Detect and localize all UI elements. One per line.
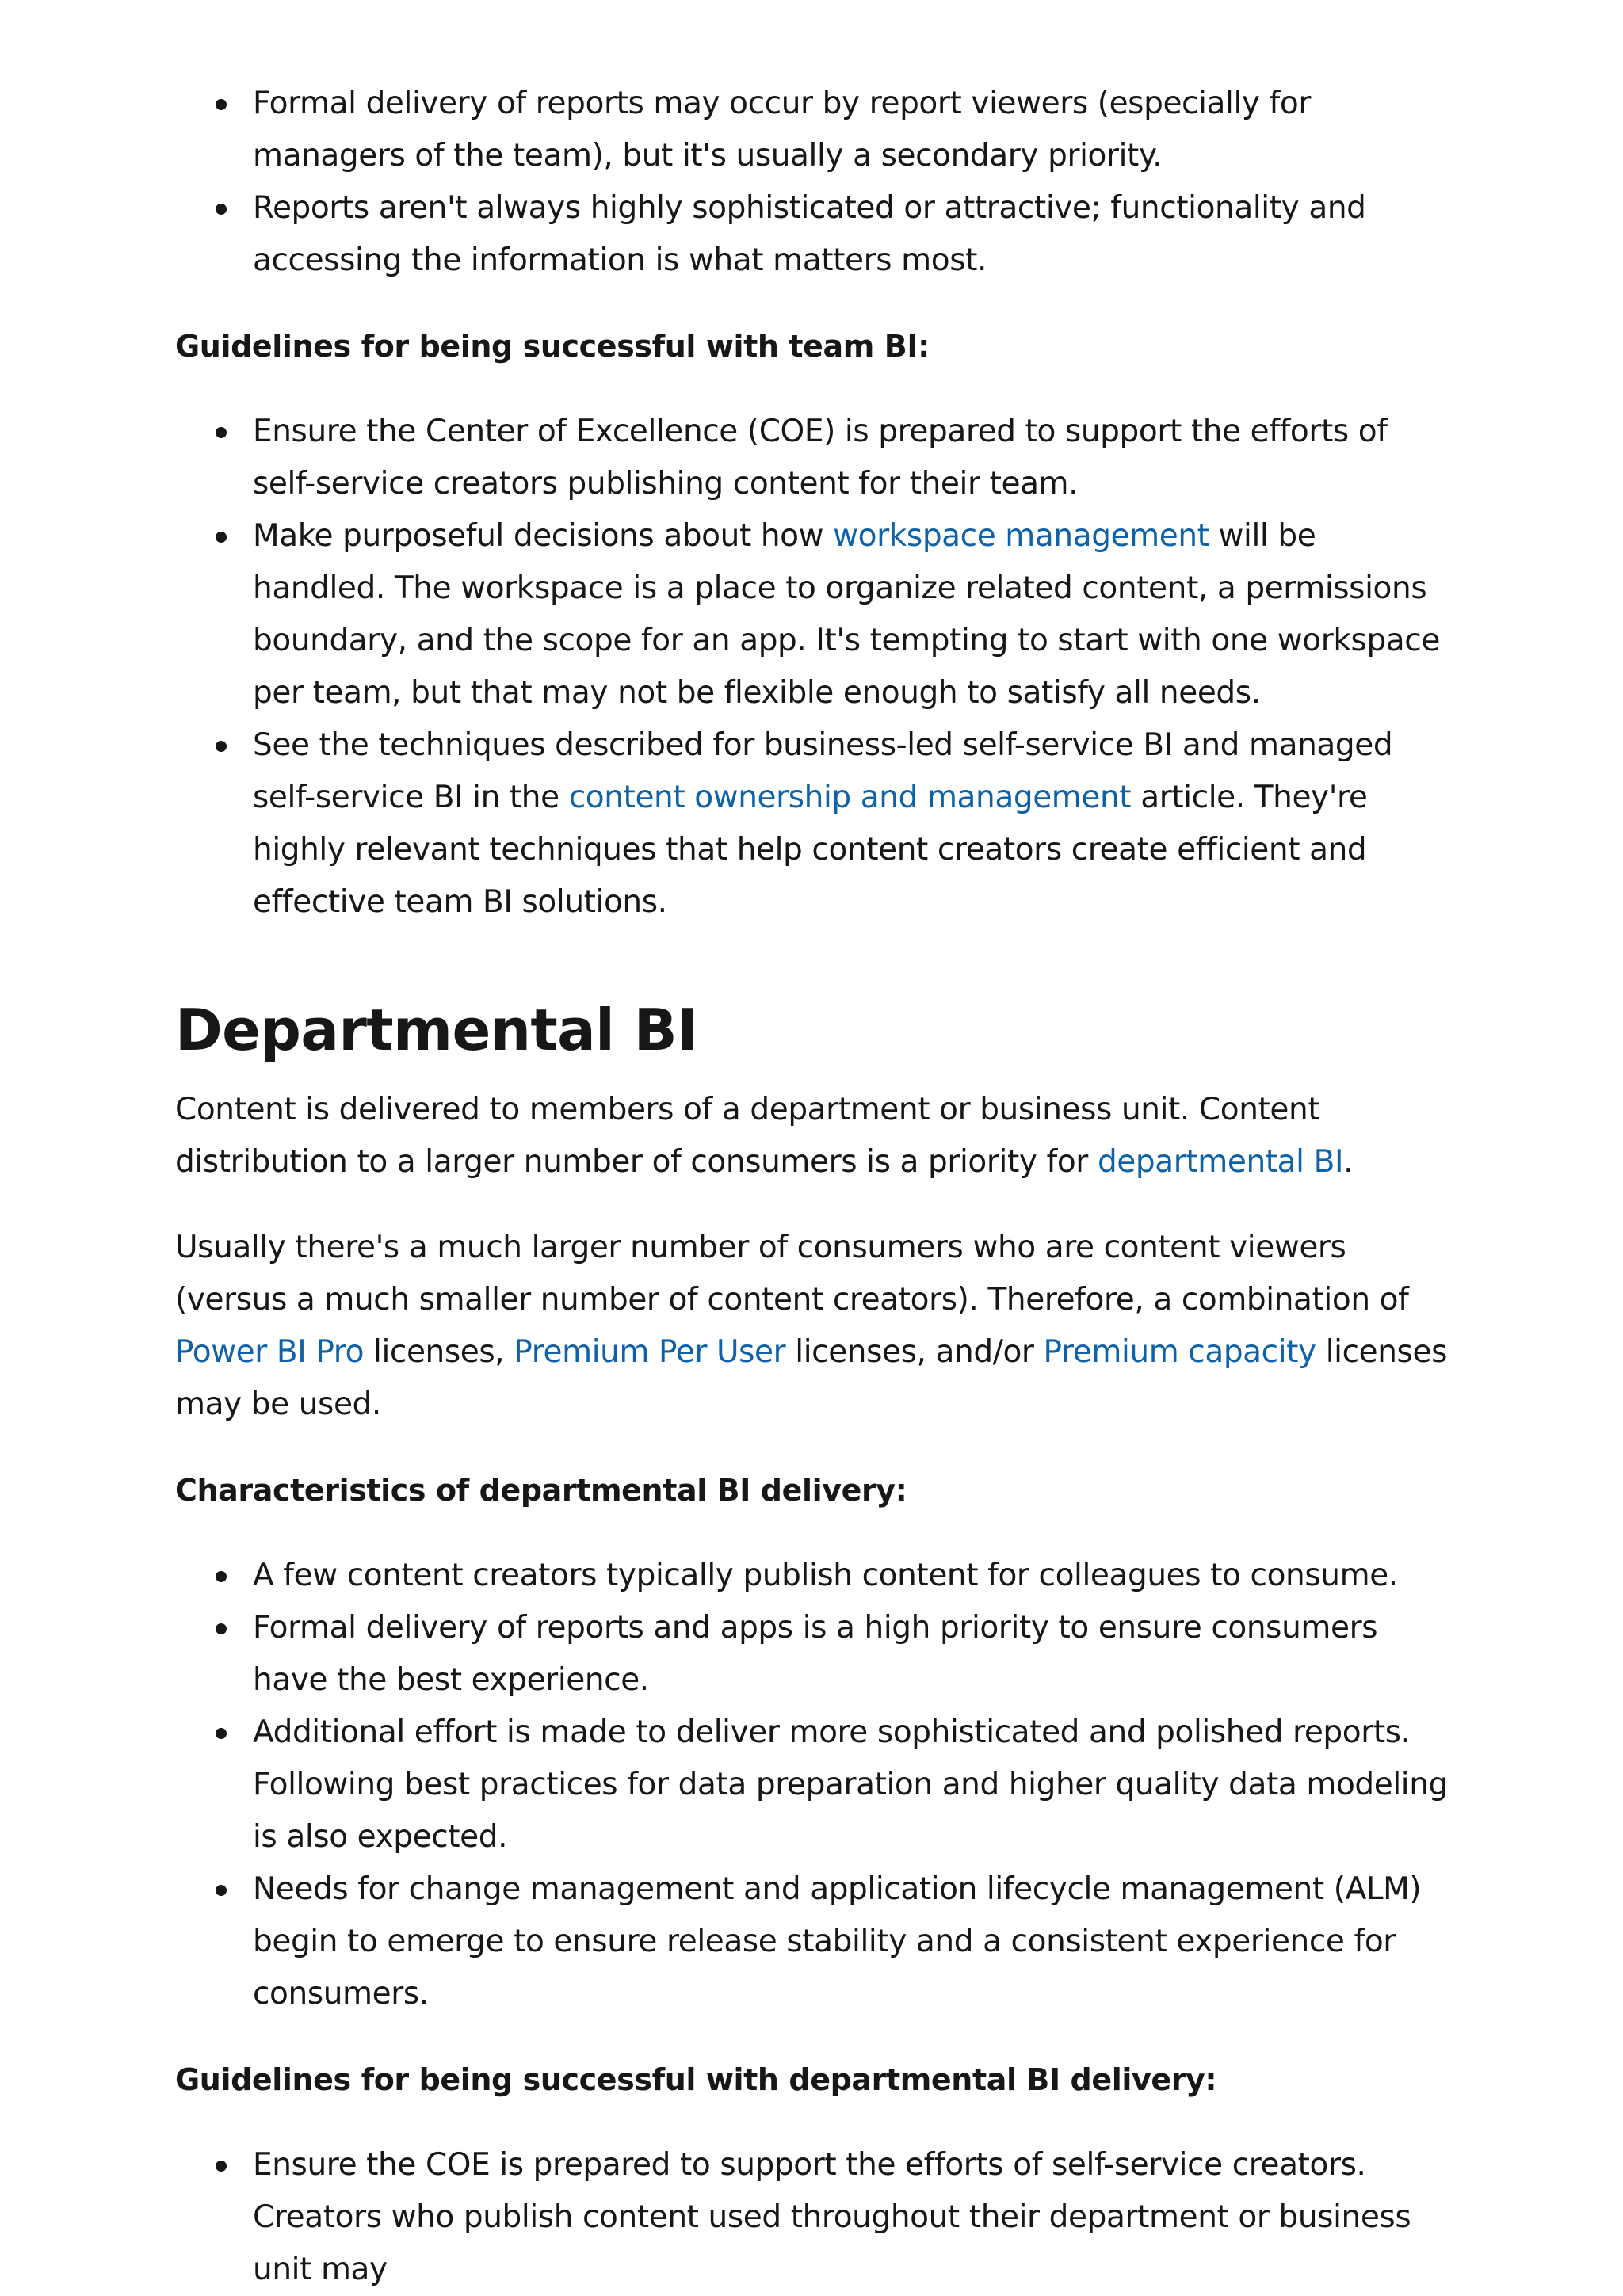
paragraph-text: licenses,: [364, 1334, 514, 1370]
list-item-text: Make purposeful decisions about how: [253, 518, 834, 554]
list-item: Ensure the Center of Excellence (COE) is prepared to support the efforts of self-service creators publishing content for their team.: [253, 406, 1457, 510]
list-item-text: article. They're highly relevant techniques that help content creators create efficient and effective team BI solutions.: [253, 780, 1368, 920]
departmental-bi-licensing: [175, 1222, 1457, 1431]
premium-capacity-link[interactable]: Premium capacity: [1043, 1334, 1316, 1370]
departmental-bi-intro: [175, 1084, 1457, 1188]
team-bi-characteristics-list: [253, 78, 1457, 287]
team-bi-guidelines-heading: Guidelines for being successful with team BI:: [175, 329, 930, 364]
departmental-characteristics-heading: Characteristics of departmental BI delivery:: [175, 1473, 907, 1508]
departmental-guidelines-list: [253, 2139, 1457, 2296]
paragraph-text: Usually there's a much larger number of consumers who are content viewers (versus a much smaller number of content creators). Therefore, a combination of: [175, 1230, 1409, 1318]
paragraph-text: licenses may be used.: [175, 1334, 1447, 1422]
list-item: [253, 510, 1457, 719]
team-bi-guidelines-list: [253, 406, 1457, 929]
list-item-text: See the techniques described for business-led self-service BI and managed self-service BI in the: [253, 727, 1393, 815]
premium-per-user-link[interactable]: Premium Per User: [514, 1334, 786, 1370]
list-item: Formal delivery of reports may occur by report viewers (especially for managers of the team), but it's usually a secondary priority.: [253, 78, 1457, 182]
list-item: Formal delivery of reports and apps is a high priority to ensure consumers have the best experience.: [253, 1602, 1457, 1707]
paragraph-text: licenses, and/or: [785, 1334, 1044, 1370]
list-item: Needs for change management and application lifecycle management (ALM) begin to emerge to ensure release stability and a consistent experience for consumers.: [253, 1863, 1457, 2020]
content-ownership-link[interactable]: content ownership and management: [568, 780, 1132, 815]
list-item: [253, 719, 1457, 929]
list-item: Reports aren't always highly sophisticated or attractive; functionality and accessing the information is what matters most.: [253, 182, 1457, 287]
power-bi-pro-link[interactable]: Power BI Pro: [175, 1334, 365, 1370]
departmental-characteristics-list: [253, 1550, 1457, 2020]
departmental-bi-link[interactable]: departmental BI: [1097, 1144, 1344, 1180]
list-item: A few content creators typically publish content for colleagues to consume.: [253, 1550, 1457, 1602]
paragraph-text: Content is delivered to members of a department or business unit. Content distribution to a larger number of consumers is a priority for: [175, 1092, 1320, 1180]
workspace-management-link[interactable]: workspace management: [833, 518, 1209, 554]
departmental-guidelines-heading: Guidelines for being successful with departmental BI delivery:: [175, 2062, 1217, 2097]
list-item: Additional effort is made to deliver more sophisticated and polished reports. Following best practices for data preparation and higher quality data modeling is also expected.: [253, 1707, 1457, 1863]
departmental-bi-heading: Departmental BI: [175, 997, 698, 1063]
paragraph-text: .: [1343, 1144, 1354, 1180]
list-item: Ensure the COE is prepared to support the efforts of self-service creators. Creators who publish content used throughout their department or business unit may: [253, 2139, 1457, 2296]
list-item-text: will be handled. The workspace is a place to organize related content, a permissions boundary, and the scope for an app. It's tempting to start with one workspace per team, but that may not be flexible enough to satisfy all needs.: [253, 518, 1440, 711]
